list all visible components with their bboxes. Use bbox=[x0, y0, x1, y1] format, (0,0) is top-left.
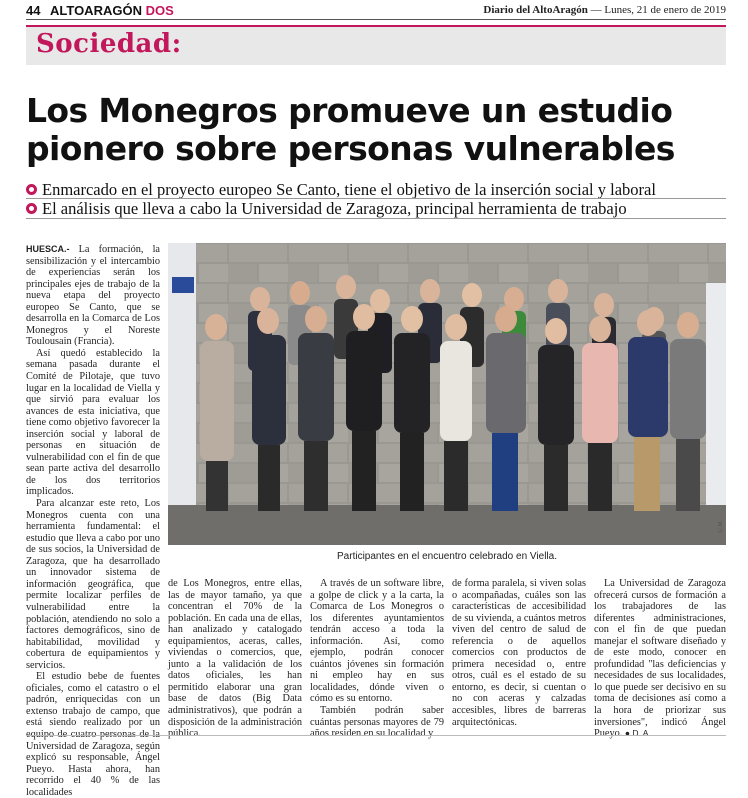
photo-caption: Participantes en el encuentro celebrado en Viella. bbox=[337, 551, 557, 562]
brand-main: ALTOARAGÓN bbox=[50, 3, 142, 18]
article-paragraph: A través de un software libre, a golpe de click y a la carta, la Comarca de Los Monegros o los diferentes ayuntamientos tendrán acceso a toda la información. Así, como ejemplo, podrán conocer cuántos jóvenes sin formación ni empleo hay en sus localidades, dónde viven o cómo es su entorno. bbox=[310, 578, 444, 705]
group-photo bbox=[168, 243, 726, 545]
headline-line-2: pionero sobre personas vulnerables bbox=[26, 129, 675, 168]
article-paragraph: Así quedó establecido la semana pasada durante el Comité de Pilotaje, que tuvo lugar en la localidad de Viella y que sirvió para evaluar los avances de esta iniciativa, que tiene como objetivo favorecer la inserción social y laboral de personas en situación de vulnerabilidad con el fin de que sean parte activa del desarrollo de los dos territorios implicados. bbox=[26, 347, 160, 498]
author-signature: ● D. A. bbox=[624, 728, 651, 739]
subhead-text-2: El análisis que lleva a cabo la Universidad de Zaragoza, principal herramienta de trabajo bbox=[42, 199, 627, 218]
article-paragraph bbox=[594, 578, 726, 740]
paragraph-text: La formación, la sensibilización y el intercambio de experiencias serán los principales ejes de trabajo de la nueva etapa del proyecto europeo Se Canto, que se desarrolla en la Comarca de Los Monegros y el Noreste Toulousain (Francia). bbox=[26, 244, 161, 348]
article-column-1 bbox=[26, 244, 160, 798]
subhead-text-1: Enmarcado en el proyecto europeo Se Canto, tiene el objetivo de la inserción social y laboral bbox=[42, 180, 656, 199]
brand-name bbox=[50, 3, 174, 18]
paragraph-text: La Universidad de Zaragoza ofrecerá cursos de formación a los trabajadores de las diferentes administraciones, con el fin de que puedan manejar el software diseñado y de este modo, conocer en profundidad "las deficiencias y necesidades de sus localidades, lo que puede ser decisivo en su toma de decisiones así como a la hora de priorizar sus inversiones", indicó Ángel Pueyo. bbox=[594, 578, 726, 740]
article-paragraph: de Los Monegros, entre ellas, las de mayor tamaño, ya que concentran el 70% de la población. En cada una de ellas, han analizado y catalogado equipamientos, aceras, calles, viviendas o comercios, que, junto a la validación de los datos oficiales, les han permitido elaborar una gran base de datos (Big Data administrativos), que podrán a disposición de la administración pública. bbox=[168, 578, 302, 740]
dateline-location: HUESCA.- bbox=[26, 244, 70, 254]
photo-credit: C.M. bbox=[718, 520, 724, 533]
article-paragraph: El estudio bebe de fuentes oficiales, como el catastro o el padrón, enriquecidas con un extenso trabajo de campo, que está siendo realizado por un equipo de cuatro personas de la Universidad de Zaragoza, según explicó su responsable, Ángel Pueyo. Hasta ahora, han recorrido el 40 % de las localidades bbox=[26, 671, 160, 798]
page-number: 44 bbox=[26, 3, 41, 18]
article-column-5 bbox=[594, 578, 726, 740]
article-paragraph: También podrán saber cuántas personas mayores de 79 años residen en su localidad y bbox=[310, 705, 444, 740]
article-paragraph: de forma paralela, si viven solas o acompañadas, cuáles son las características de accesibilidad de su vivienda, a cuántos metros viven del centro de salud de referencia o de aquellos comercios con productos de primera necesidad o, entre otros, cuál es el estado de su entorno, es decir, si cuentan o no con aceras y calzadas accesibles, libres de barreras arquitectónicas. bbox=[452, 578, 586, 728]
brand-suffix: DOS bbox=[145, 3, 174, 18]
group-photo-image bbox=[168, 243, 726, 545]
article-paragraph: Para alcanzar este reto, Los Monegros cuenta con una herramienta fundamental: el estudio que lleva a cabo por uno de sus socios, la Universidad de Zaragoza, que ha desarrollado un innovador sistema de información geográfica, que permite localizar perfiles de vulnerabilidad entre la población, atendiendo no solo a factores demográficos, sino de habitabilidad, movilidad y cobertura de equipamientos y servicios. bbox=[26, 498, 160, 671]
section-banner bbox=[26, 25, 726, 65]
paper-name: Diario del AltoAragón bbox=[483, 4, 588, 16]
page-header bbox=[26, 2, 726, 20]
issue-date: — Lunes, 21 de enero de 2019 bbox=[587, 4, 726, 16]
subhead-2 bbox=[26, 199, 726, 219]
article-paragraph bbox=[26, 244, 160, 348]
article-column-4 bbox=[452, 578, 586, 728]
dateline bbox=[483, 4, 726, 16]
section-title: Sociedad: bbox=[36, 29, 182, 59]
article-column-2 bbox=[168, 578, 302, 740]
ring-bullet-icon bbox=[26, 203, 37, 214]
article-column-3 bbox=[310, 578, 444, 740]
subhead-divider bbox=[26, 218, 726, 219]
page-bottom-rule bbox=[26, 735, 726, 736]
subhead-1 bbox=[26, 180, 726, 200]
headline bbox=[26, 92, 726, 168]
headline-line-1: Los Monegros promueve un estudio bbox=[26, 91, 673, 130]
ring-bullet-icon bbox=[26, 184, 37, 195]
